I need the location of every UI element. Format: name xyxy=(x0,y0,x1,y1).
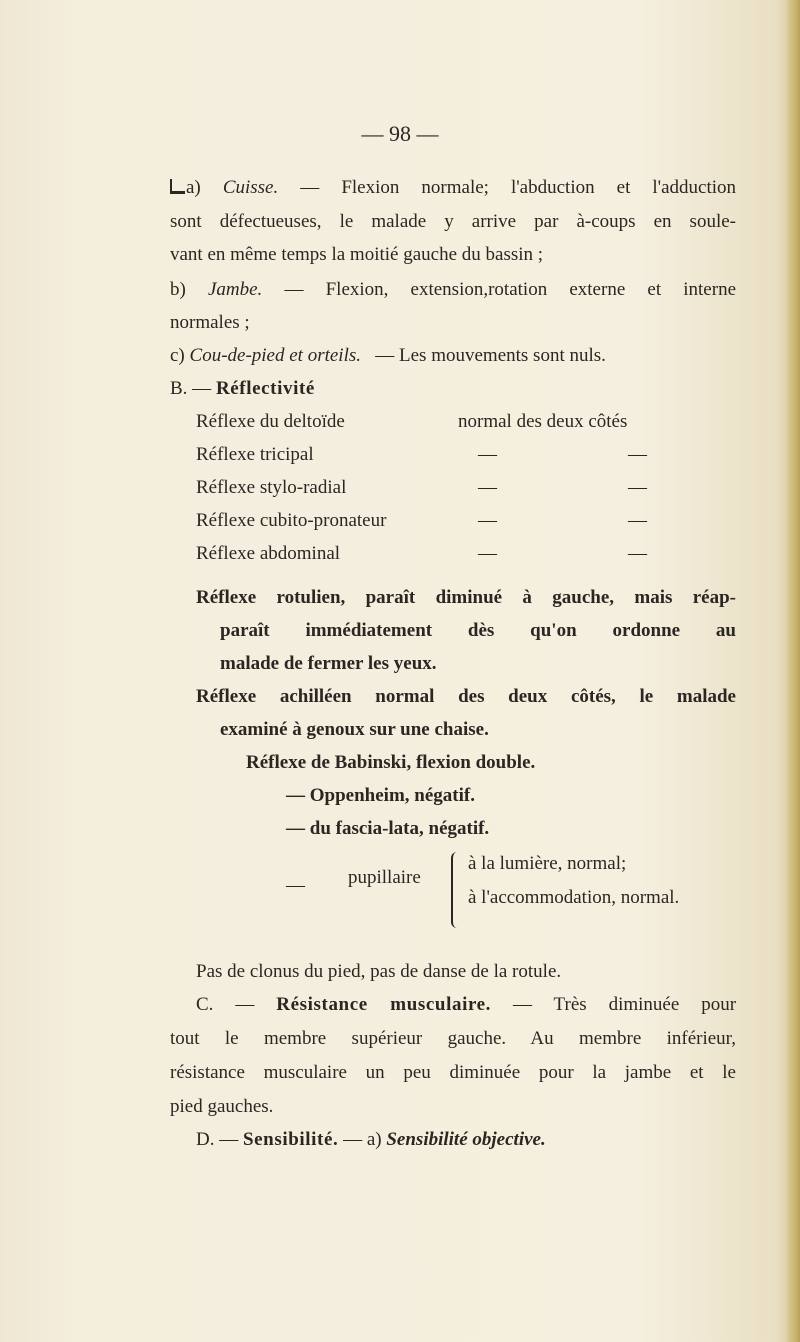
text-line: c) Cou-de-pied et orteils. — Les mouvements sont nuls. xyxy=(170,345,606,366)
bold-paragraph-line: — du fascia-lata, négatif. xyxy=(286,818,490,839)
reflex-name: Réflexe cubito-pronateur xyxy=(196,510,387,531)
text-line: pied gauches. xyxy=(170,1096,274,1117)
reflex-name: Réflexe stylo-radial xyxy=(196,477,347,498)
corner-mark-icon xyxy=(170,179,185,194)
bold-paragraph-line: Réflexe rotulien, paraît diminué à gauche, mais réap- xyxy=(196,587,736,608)
text-line: a) Cuisse. — Flexion normale; l'abduction et l'adduction xyxy=(170,176,736,200)
ditto-dash: — xyxy=(628,444,647,465)
text-line: b) Jambe. — Flexion, extension,rotation externe et interne xyxy=(170,279,736,300)
pupil-dash: — xyxy=(286,875,305,896)
pupil-line: à la lumière, normal; xyxy=(468,853,627,874)
bold-paragraph-line: paraît immédiatement dès qu'on ordonne au xyxy=(220,620,736,641)
page-edge xyxy=(786,0,800,1342)
reflex-name: Réflexe du deltoïde xyxy=(196,411,345,432)
ditto-dash: — xyxy=(478,510,497,531)
pupil-label: pupillaire xyxy=(348,867,421,888)
reflex-value: normal des deux côtés xyxy=(458,411,628,432)
text-line: sont défectueuses, le malade y arrive par à-coups en soule- xyxy=(170,211,736,232)
text-line: tout le membre supérieur gauche. Au membre inférieur, xyxy=(170,1028,736,1049)
page-number: — 98 — xyxy=(361,121,439,146)
ditto-dash: — xyxy=(628,510,647,531)
ditto-dash: — xyxy=(628,477,647,498)
text-line: Pas de clonus du pied, pas de danse de la rotule. xyxy=(196,961,562,982)
text-line: C. — Résistance musculaire. — Très diminuée pour xyxy=(196,994,737,1015)
ditto-dash: — xyxy=(478,444,497,465)
bold-paragraph-line: — Oppenheim, négatif. xyxy=(286,785,475,806)
ditto-dash: — xyxy=(628,543,647,564)
brace-icon xyxy=(451,852,463,928)
bold-paragraph-line: examiné à genoux sur une chaise. xyxy=(220,719,489,740)
section-heading: D. — Sensibilité. — a) Sensibilité objective. xyxy=(196,1129,546,1150)
text-line: normales ; xyxy=(170,312,250,333)
ditto-dash: — xyxy=(478,477,497,498)
reflex-name: Réflexe abdominal xyxy=(196,543,341,564)
section-heading: B. — Réflectivité xyxy=(170,378,315,399)
text-line: résistance musculaire un peu diminuée pour la jambe et le xyxy=(170,1062,736,1083)
text-line: vant en même temps la moitié gauche du bassin ; xyxy=(170,244,544,265)
bold-paragraph-line: Réflexe de Babinski, flexion double. xyxy=(246,752,536,773)
bold-paragraph-line: Réflexe achilléen normal des deux côtés, le malade xyxy=(196,686,736,707)
pupil-line: à l'accommodation, normal. xyxy=(468,887,680,908)
ditto-dash: — xyxy=(478,543,497,564)
reflex-name: Réflexe tricipal xyxy=(196,444,314,465)
bold-paragraph-line: malade de fermer les yeux. xyxy=(220,653,437,674)
